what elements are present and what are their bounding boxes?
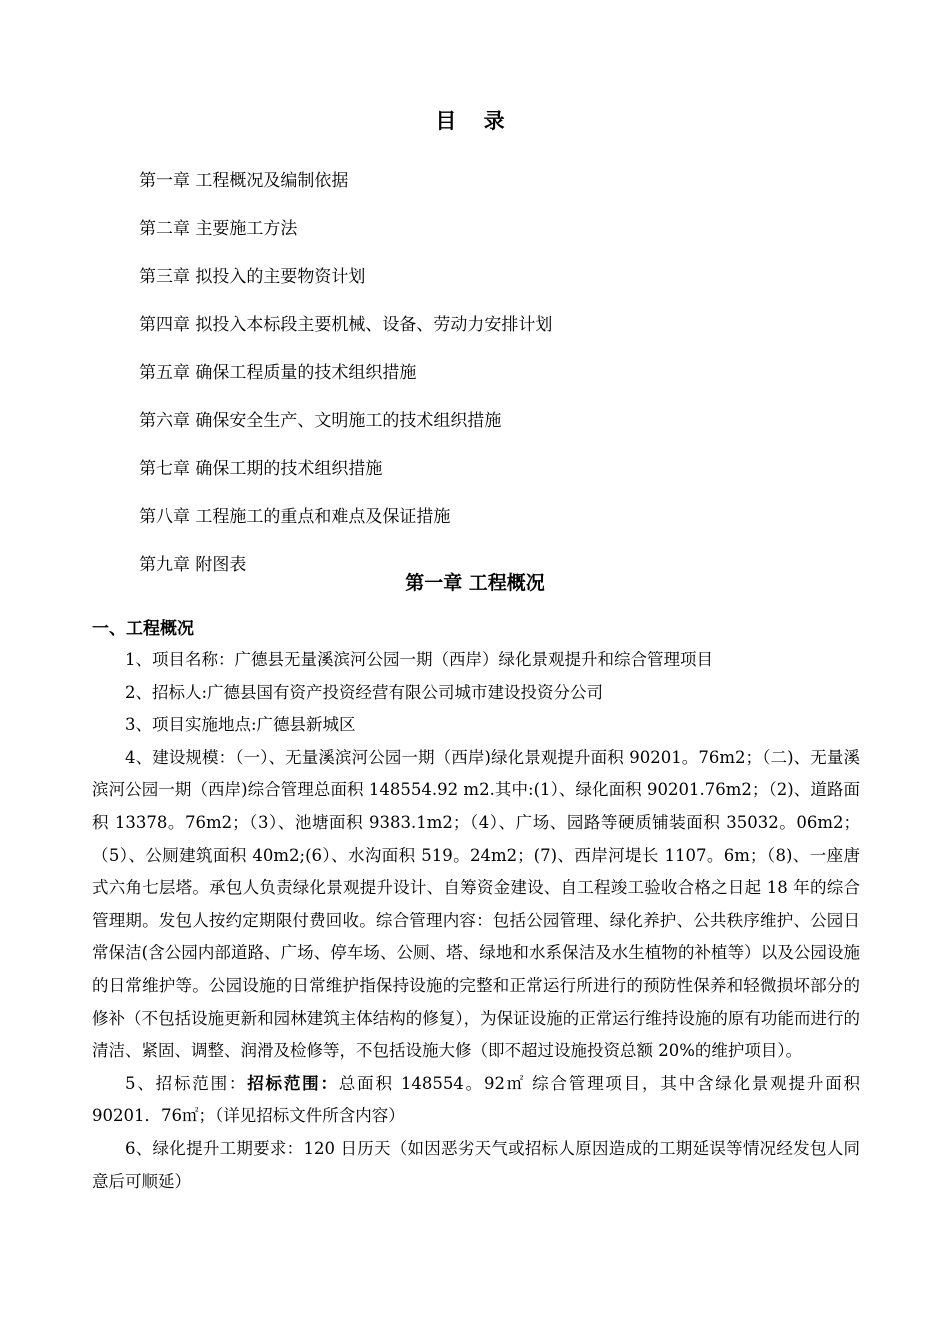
section-heading: 一、工程概况 xyxy=(92,619,194,639)
paragraph-scope xyxy=(92,1068,860,1133)
toc-item-chapter-5[interactable]: 第五章 确保工程质量的技术组织措施 xyxy=(139,363,417,383)
scope-label-bold: 招标范围： xyxy=(247,1073,339,1093)
paragraph-project-name: 1、项目名称：广德县无量溪滨河公园一期（西岸）绿化景观提升和综合管理项目 xyxy=(125,650,713,669)
toc-item-chapter-2[interactable]: 第二章 主要施工方法 xyxy=(139,219,298,239)
toc-item-chapter-1[interactable]: 第一章 工程概况及编制依据 xyxy=(139,171,349,191)
toc-item-chapter-8[interactable]: 第八章 工程施工的重点和难点及保证措施 xyxy=(139,507,451,527)
toc-item-chapter-4[interactable]: 第四章 拟投入本标段主要机械、设备、劳动力安排计划 xyxy=(139,315,553,335)
scope-label: 5、招标范围： xyxy=(125,1073,248,1093)
toc-list xyxy=(139,157,859,589)
toc-title: 目 录 xyxy=(435,109,515,133)
toc-item-chapter-7[interactable]: 第七章 确保工期的技术组织措施 xyxy=(139,459,383,479)
paragraph-location: 3、项目实施地点:广德县新城区 xyxy=(125,715,356,735)
paragraph-scale: 4、建设规模：（一）、无量溪滨河公园一期（西岸)绿化景观提升面积 90201。76m2；（二)、无量溪滨河公园一期（西岸)综合管理总面积 148554.92 m2.其中:(1）、绿化面积 90201.76m2；（2)、道路面积 13378。76m2；（3）、池塘面积 9383.1m2；（4）、广场、园路等硬质铺装面积 35032。06m2；（5）、公厕建筑面积 40m2;(6）、水沟面积 519。24m2；(7)、西岸河堤长 1107。6m；（8)、一座唐式六角七层塔。承包人负责绿化景观提升设计、自筹资金建设、自工程竣工验收合格之日起 18 年的综合管理期。发包人按约定期限付费回收。综合管理内容：包括公园管理、绿化养护、公共秩序维护、公园日常保洁(含公园内部道路、广场、停车场、公厕、塔、绿地和水系保洁及水生植物的补植等）以及公园设施的日常维护等。公园设施的日常维护指保持设施的完整和正常运行所进行的预防性保养和轻微损坏部分的修补（不包括设施更新和园林建筑主体结构的修复），为保证设施的正常运行维持设施的原有功能而进行的清洁、紧固、调整、润滑及检修等，不包括设施大修（即不超过设施投资总额 20%的维护项目）。 xyxy=(92,747,860,1061)
toc-item-chapter-3[interactable]: 第三章 拟投入的主要物资计划 xyxy=(139,267,366,287)
paragraph-tenderer: 2、招标人:广德县国有资产投资经营有限公司城市建设投资分公司 xyxy=(125,682,604,702)
paragraph-schedule: 6、绿化提升工期要求：120 日历天（如因恶劣天气或招标人原因造成的工期延误等情况经发包人同意后可顺延） xyxy=(92,1138,860,1191)
chapter-title: 第一章 工程概况 xyxy=(405,572,545,594)
scope-text: 总面积 148554。92㎡ 综合管理项目，其中含绿化景观提升面积 90201．76㎡；（详见招标文件所含内容） xyxy=(92,1073,861,1126)
toc-item-chapter-6[interactable]: 第六章 确保安全生产、文明施工的技术组织措施 xyxy=(139,411,502,431)
toc-item-chapter-9[interactable]: 第九章 附图表 xyxy=(139,555,247,575)
body-text xyxy=(92,644,860,1198)
